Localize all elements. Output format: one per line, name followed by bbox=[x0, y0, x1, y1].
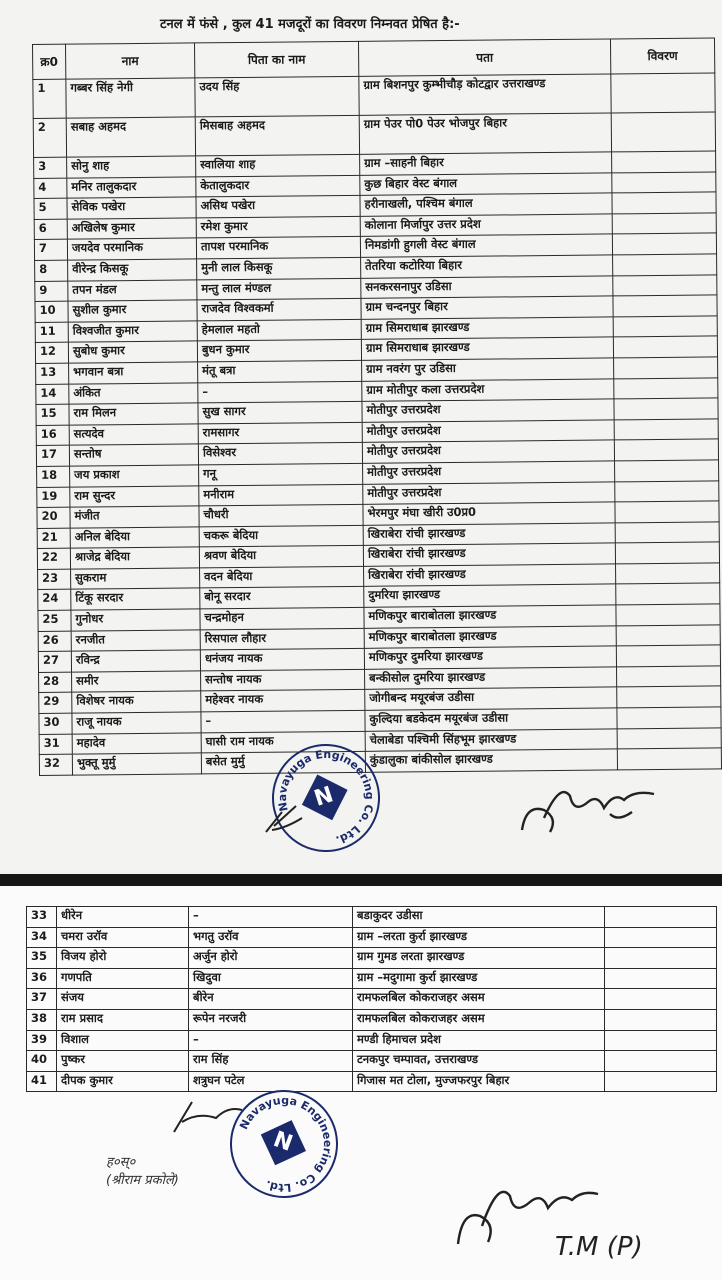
cell-serial: 1 bbox=[33, 79, 66, 118]
cell-details bbox=[611, 73, 715, 113]
cell-name: गणपति bbox=[57, 968, 189, 989]
cell-father-name: – bbox=[189, 907, 353, 928]
column-header-name: नाम bbox=[66, 43, 195, 79]
cell-details bbox=[613, 254, 717, 276]
column-header-serial: क्र0 bbox=[33, 44, 66, 79]
cell-father-name: खिदुवा bbox=[189, 968, 353, 989]
table-row bbox=[27, 1030, 717, 1051]
cell-details bbox=[614, 377, 718, 399]
cell-father-name: बुधन कुमार bbox=[197, 340, 361, 362]
cell-address: कुल्दिया बडकेदम मयूरबंज उडीसा bbox=[365, 708, 617, 731]
cell-serial: 35 bbox=[27, 948, 57, 969]
cell-details bbox=[612, 151, 716, 173]
cell-name: विश्वजीत कुमार bbox=[68, 321, 197, 343]
cell-father-name: मिसबाह अहमद bbox=[195, 115, 359, 156]
cell-serial: 10 bbox=[35, 301, 68, 322]
cell-address: ग्राम सिमराधाब झारखण्ड bbox=[361, 337, 613, 360]
cell-details bbox=[605, 948, 717, 969]
cell-father-name: वदन बेदिया bbox=[200, 566, 364, 588]
table-row bbox=[27, 968, 717, 989]
cell-name: भुक्तू मुर्मु bbox=[72, 753, 201, 775]
cell-details bbox=[605, 1009, 717, 1030]
cell-details bbox=[613, 295, 717, 317]
cell-address: ग्राम पेउर पो0 पेउर भोजपुर बिहार bbox=[359, 113, 611, 154]
cell-details bbox=[612, 233, 716, 255]
cell-details bbox=[617, 666, 721, 688]
cell-name: महादेव bbox=[72, 733, 201, 755]
document-heading: टनल में फंसे , कुल 41 मजदूरों का विवरण निम्नवत प्रेषित है:- bbox=[160, 17, 460, 32]
cell-name: सबाह अहमद bbox=[66, 117, 195, 157]
cell-serial: 37 bbox=[27, 989, 57, 1010]
cell-serial: 25 bbox=[38, 610, 71, 631]
cell-details bbox=[612, 172, 716, 194]
cell-address: चेलाबेडा पश्चिमी सिंहभूम झारखण्ड bbox=[365, 729, 617, 752]
cell-address: कुछ बिहार वेस्ट बंगाल bbox=[360, 173, 612, 196]
cell-address: मोतीपुर उत्तरप्रदेश bbox=[362, 420, 614, 443]
cell-address: मोतीपुर उत्तरप्रदेश bbox=[363, 481, 615, 504]
cell-address: ग्राम नवरंग पुर उडिसा bbox=[362, 358, 614, 381]
cell-address: ग्राम सिमराधाब झारखण्ड bbox=[361, 317, 613, 340]
cell-address: ग्राम –लरता कुर्रा झारखण्ड bbox=[353, 927, 605, 948]
cell-father-name: राजदेव विश्वकर्मा bbox=[197, 299, 361, 321]
cell-address: मोतीपुर उत्तरप्रदेश bbox=[362, 399, 614, 422]
cell-address: मणिकपुर दुमरिया झारखण्ड bbox=[364, 646, 616, 669]
cell-father-name: विसेश्वर bbox=[198, 443, 362, 465]
cell-name: समीर bbox=[72, 671, 201, 693]
cell-serial: 17 bbox=[36, 445, 69, 466]
cell-father-name: बसेत मुर्मु bbox=[201, 752, 365, 774]
cell-name: रनजीत bbox=[71, 630, 200, 652]
cell-details bbox=[612, 213, 716, 235]
cell-father-name: मंतू बत्रा bbox=[198, 360, 362, 382]
cell-name: तपन मंडल bbox=[68, 279, 197, 301]
cell-details bbox=[614, 357, 718, 379]
table-row bbox=[27, 1071, 717, 1092]
cell-name: दीपक कुमार bbox=[57, 1071, 189, 1092]
cell-details bbox=[613, 316, 717, 338]
cell-serial: 22 bbox=[37, 548, 70, 569]
cell-address: सनकरसनापुर उडिसा bbox=[361, 275, 613, 298]
cell-father-name: – bbox=[189, 1030, 353, 1051]
cell-father-name: महेश्वर नायक bbox=[201, 690, 365, 712]
cell-father-name: रूपेन नरजरी bbox=[189, 1009, 353, 1030]
table-row bbox=[27, 927, 717, 948]
cell-father-name: भगतु उरॉव bbox=[189, 927, 353, 948]
cell-address: खिराबेरा रांची झारखण्ड bbox=[363, 523, 615, 546]
cell-address: मण्डी हिमाचल प्रदेश bbox=[353, 1030, 605, 1051]
cell-serial: 38 bbox=[27, 1009, 57, 1030]
cell-father-name: रिसपाल लौहार bbox=[200, 628, 364, 650]
cell-serial: 33 bbox=[27, 907, 57, 928]
cell-details bbox=[613, 336, 717, 358]
cell-serial: 16 bbox=[36, 425, 69, 446]
cell-serial: 13 bbox=[36, 363, 69, 384]
cell-father-name: मन्तु लाल मंण्डल bbox=[197, 278, 361, 300]
cell-name: विजय होरो bbox=[57, 948, 189, 969]
cell-serial: 23 bbox=[38, 569, 71, 590]
cell-father-name: मुनी लाल किसकू bbox=[197, 257, 361, 279]
cell-father-name: चौधरी bbox=[199, 504, 363, 526]
cell-address: हरीनाखली, पश्चिम बंगाल bbox=[360, 193, 612, 216]
cell-details bbox=[616, 604, 720, 626]
page-divider bbox=[0, 874, 722, 886]
cell-address: ग्राम –साहनी बिहार bbox=[360, 152, 612, 175]
table-row bbox=[33, 112, 715, 158]
cell-serial: 34 bbox=[27, 927, 57, 948]
cell-address: जोगीबन्द मयूरबंज उडीसा bbox=[365, 687, 617, 710]
cell-name: सोनु शाह bbox=[67, 156, 196, 178]
cell-serial: 32 bbox=[39, 754, 72, 775]
stamp-text: Navayuga Engineering Co. Ltd. bbox=[237, 1093, 335, 1195]
cell-details bbox=[617, 686, 721, 708]
cell-serial: 26 bbox=[38, 631, 71, 652]
cell-details bbox=[605, 907, 717, 928]
cell-address: खिराबेरा रांची झारखण्ड bbox=[363, 543, 615, 566]
cell-name: अनिल बेदिया bbox=[70, 527, 199, 549]
cell-details bbox=[612, 192, 716, 214]
cell-father-name: तापश परमानिक bbox=[196, 237, 360, 259]
cell-details bbox=[605, 1030, 717, 1051]
column-header-details: विवरण bbox=[610, 38, 714, 74]
cell-father-name: रामसागर bbox=[198, 422, 362, 444]
cell-serial: 20 bbox=[37, 507, 70, 528]
cell-serial: 19 bbox=[37, 487, 70, 508]
workers-table-page-2 bbox=[26, 906, 717, 1092]
cell-father-name: बीरेन bbox=[189, 989, 353, 1010]
table-row bbox=[27, 948, 717, 969]
cell-serial: 21 bbox=[37, 528, 70, 549]
cell-address: मणिकपुर बाराबोतला झारखण्ड bbox=[364, 626, 616, 649]
cell-address: टनकपुर चम्पावत, उत्तराखण्ड bbox=[353, 1051, 605, 1072]
cell-serial: 11 bbox=[35, 322, 68, 343]
cell-name: पुष्कर bbox=[57, 1051, 189, 1072]
cell-serial: 14 bbox=[36, 384, 69, 405]
cell-details bbox=[617, 728, 721, 750]
cell-serial: 39 bbox=[27, 1030, 57, 1051]
cell-father-name: स्वालिया शाह bbox=[196, 154, 360, 176]
cell-name: मनिर तालुकदार bbox=[67, 177, 196, 199]
cell-details bbox=[613, 275, 717, 297]
cell-address: मणिकपुर बाराबोतला झारखण्ड bbox=[364, 605, 616, 628]
table-row bbox=[27, 1051, 717, 1072]
cell-serial: 4 bbox=[34, 178, 67, 199]
document-page-2 bbox=[0, 886, 722, 1280]
cell-father-name: अर्जुन होरो bbox=[189, 948, 353, 969]
stamp-text: Navayuga Engineering Co. Ltd. bbox=[275, 747, 377, 847]
cell-name: जयदेव परमानिक bbox=[67, 238, 196, 260]
cell-serial: 15 bbox=[36, 404, 69, 425]
cell-address: ग्राम बिशनपुर कुम्भीचौड़ कोटद्वार उत्तराखण्ड bbox=[359, 74, 611, 115]
cell-father-name: केतालुकदार bbox=[196, 175, 360, 197]
cell-details bbox=[616, 625, 720, 647]
cell-serial: 5 bbox=[34, 198, 67, 219]
cell-serial: 18 bbox=[37, 466, 70, 487]
cell-name: सत्यदेव bbox=[69, 424, 198, 446]
cell-details bbox=[616, 645, 720, 667]
cell-father-name: उदय सिंह bbox=[195, 76, 359, 117]
cell-name: भगवान बत्रा bbox=[69, 362, 198, 384]
signature-icon bbox=[514, 774, 664, 844]
cell-name: टिंकू सरदार bbox=[71, 588, 200, 610]
cell-details bbox=[614, 439, 718, 461]
cell-details bbox=[616, 563, 720, 585]
cell-address: भेरमपुर मंघा खीरी उ0प्र0 bbox=[363, 502, 615, 525]
cell-address: कोलाना मिर्जापुर उत्तर प्रदेश bbox=[360, 214, 612, 237]
cell-address: दुमरिया झारखण्ड bbox=[364, 584, 616, 607]
cell-name: संजय bbox=[57, 989, 189, 1010]
cell-father-name: धनंजय नायक bbox=[200, 649, 364, 671]
cell-details bbox=[615, 460, 719, 482]
cell-address: खिराबेरा रांची झारखण्ड bbox=[364, 564, 616, 587]
cell-serial: 3 bbox=[34, 157, 67, 178]
cell-serial: 24 bbox=[38, 590, 71, 611]
cell-details bbox=[616, 583, 720, 605]
cell-name: जय प्रकाश bbox=[70, 465, 199, 487]
cell-name: राम मिलन bbox=[69, 403, 198, 425]
cell-name: विशाल bbox=[57, 1030, 189, 1051]
cell-details bbox=[617, 748, 721, 770]
cell-serial: 41 bbox=[27, 1071, 57, 1092]
cell-serial: 28 bbox=[39, 672, 72, 693]
cell-father-name: रमेश कुमार bbox=[196, 216, 360, 238]
cell-name: श्राजेद्र बेदिया bbox=[70, 547, 199, 569]
cell-name: वीरेन्द्र किसकू bbox=[68, 259, 197, 281]
table-row bbox=[33, 73, 715, 119]
workers-table-page-1 bbox=[32, 37, 722, 775]
column-header-address: पता bbox=[358, 39, 610, 76]
cell-address: बन्कीसोल दुमरिया झारखण्ड bbox=[365, 667, 617, 690]
cell-name: राम प्रसाद bbox=[57, 1009, 189, 1030]
cell-name: राम सुन्दर bbox=[70, 485, 199, 507]
cell-father-name: हेमलाल महतो bbox=[197, 319, 361, 341]
cell-details bbox=[605, 1071, 717, 1092]
cell-address: मोतीपुर उत्तरप्रदेश bbox=[363, 461, 615, 484]
cell-name: अखिलेष कुमार bbox=[67, 218, 196, 240]
cell-serial: 7 bbox=[34, 240, 67, 261]
cell-name: सुबोध कुमार bbox=[68, 341, 197, 363]
cell-name: मंजीत bbox=[70, 506, 199, 528]
cell-address: मोतीपुर उत्तरप्रदेश bbox=[362, 440, 614, 463]
cell-address: ग्राम मोतीपुर कला उत्तरप्रदेश bbox=[362, 378, 614, 401]
cell-name: सेविक पखेरा bbox=[67, 197, 196, 219]
cell-father-name: – bbox=[198, 381, 362, 403]
cell-serial: 40 bbox=[27, 1051, 57, 1072]
cell-address: गिजास मत टोला, मुज्जफरपुर बिहार bbox=[353, 1071, 605, 1092]
cell-serial: 31 bbox=[39, 734, 72, 755]
cell-name: अंकित bbox=[69, 382, 198, 404]
cell-address: ग्राम गुमड लरता झारखण्ड bbox=[353, 948, 605, 969]
cell-father-name: असिथ पखेरा bbox=[196, 196, 360, 218]
cell-father-name: सुख सागर bbox=[198, 401, 362, 423]
column-header-father-name: पिता का नाम bbox=[194, 41, 358, 78]
cell-serial: 8 bbox=[35, 260, 68, 281]
cell-serial: 9 bbox=[35, 281, 68, 302]
signature-icon bbox=[262, 800, 308, 840]
cell-name: राजू नायक bbox=[72, 712, 201, 734]
cell-serial: 12 bbox=[35, 343, 68, 364]
company-logo-mark: N bbox=[311, 782, 337, 812]
table-row bbox=[27, 1009, 717, 1030]
cell-name: धीरेन bbox=[57, 907, 189, 928]
table-row bbox=[27, 989, 717, 1010]
cell-name: सन्तोष bbox=[69, 444, 198, 466]
handwritten-note: ह०स्० (श्रीराम प्रकोले) bbox=[106, 1155, 179, 1188]
cell-name: सुशील कुमार bbox=[68, 300, 197, 322]
cell-address: कुंडालुका बांकीसोल झारखण्ड bbox=[365, 749, 617, 772]
cell-father-name: गनू bbox=[199, 463, 363, 485]
cell-father-name: चन्द्रमोहन bbox=[200, 607, 364, 629]
cell-details bbox=[611, 112, 715, 152]
cell-serial: 36 bbox=[27, 968, 57, 989]
cell-father-name: मनीराम bbox=[199, 484, 363, 506]
cell-father-name: घासी राम नायक bbox=[201, 731, 365, 753]
cell-details bbox=[605, 989, 717, 1010]
cell-details bbox=[605, 927, 717, 948]
cell-serial: 27 bbox=[38, 651, 71, 672]
cell-name: गब्बर सिंह नेगी bbox=[66, 78, 195, 118]
cell-address: बडाकुदर उडीसा bbox=[353, 907, 605, 928]
cell-name: रविन्द्र bbox=[71, 650, 200, 672]
cell-address: निमडांगी हुगली वेस्ट बंगाल bbox=[360, 234, 612, 257]
cell-father-name: – bbox=[201, 710, 365, 732]
cell-name: गुनोधर bbox=[71, 609, 200, 631]
cell-serial: 30 bbox=[39, 713, 72, 734]
cell-details bbox=[615, 480, 719, 502]
cell-details bbox=[617, 707, 721, 729]
company-logo-mark: N bbox=[269, 1127, 296, 1157]
cell-details bbox=[614, 419, 718, 441]
signature-icon bbox=[168, 1092, 248, 1142]
cell-address: ग्राम चन्दनपुर बिहार bbox=[361, 296, 613, 319]
cell-address: रामफलबिल कोकराजहर असम bbox=[353, 1009, 605, 1030]
cell-serial: 2 bbox=[33, 118, 66, 157]
cell-details bbox=[605, 1051, 717, 1072]
cell-details bbox=[614, 398, 718, 420]
cell-address: तेतरिया कटोरिया बिहार bbox=[361, 255, 613, 278]
cell-father-name: राम सिंह bbox=[189, 1051, 353, 1072]
cell-serial: 6 bbox=[34, 219, 67, 240]
handwritten-tm: T.M (P) bbox=[555, 1232, 643, 1262]
cell-details bbox=[615, 522, 719, 544]
cell-father-name: श्रवण बेदिया bbox=[199, 546, 363, 568]
table-row bbox=[27, 907, 717, 928]
cell-address: रामफलबिल कोकराजहर असम bbox=[353, 989, 605, 1010]
cell-name: सुकराम bbox=[71, 568, 200, 590]
cell-father-name: शत्रुघन पटेल bbox=[189, 1071, 353, 1092]
cell-details bbox=[615, 542, 719, 564]
cell-father-name: सन्तोष नायक bbox=[201, 669, 365, 691]
cell-details bbox=[615, 501, 719, 523]
cell-father-name: बोनू सरदार bbox=[200, 587, 364, 609]
cell-name: चमरा उरॉव bbox=[57, 927, 189, 948]
cell-name: विशेषर नायक bbox=[72, 691, 201, 713]
cell-details bbox=[605, 968, 717, 989]
cell-father-name: चकरू बेदिया bbox=[199, 525, 363, 547]
cell-address: ग्राम –मदुगामा कुर्रा झारखण्ड bbox=[353, 968, 605, 989]
cell-serial: 29 bbox=[39, 693, 72, 714]
